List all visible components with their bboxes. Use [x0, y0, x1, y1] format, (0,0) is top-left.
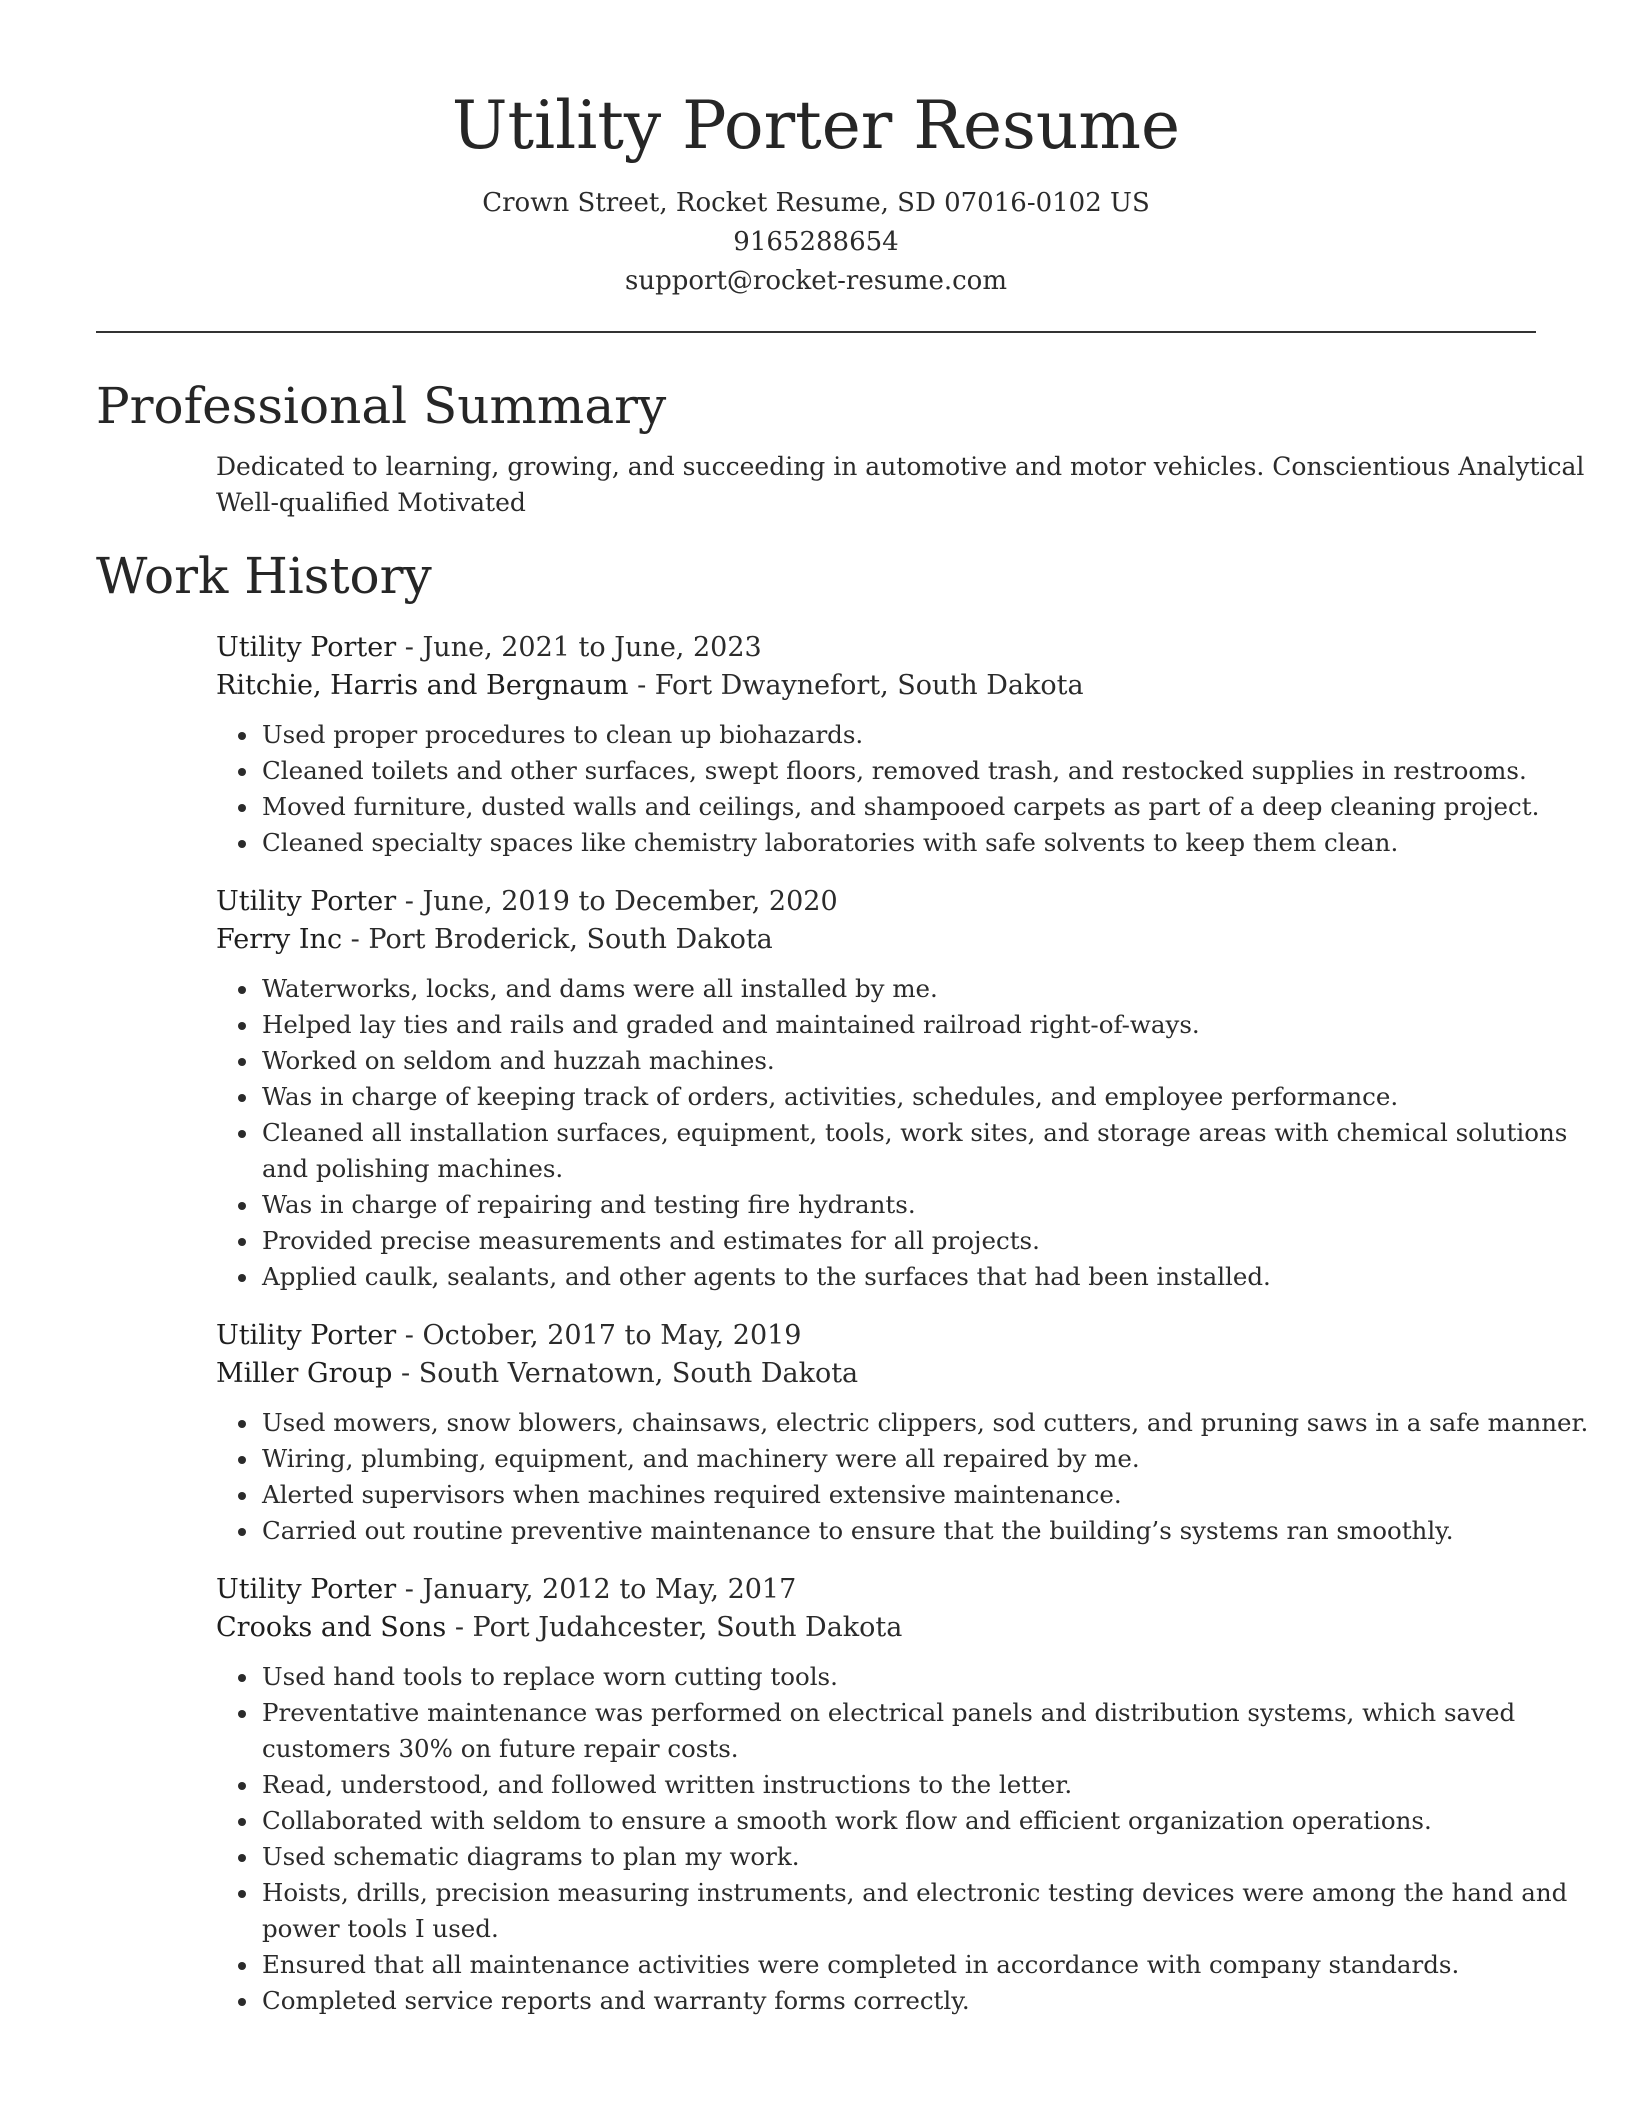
job-bullet: • Hoists, drills, precision measuring instruments, and electronic testing devices were among the hand and power tools I used. — [260, 1875, 1616, 1947]
job-bullet: • Used mowers, snow blowers, chainsaws, electric clippers, sod cutters, and pruning saws in a safe manner. — [260, 1405, 1616, 1441]
job-bullets — [216, 1659, 1616, 2019]
job-list — [216, 629, 1616, 2019]
work-history-heading: Work History — [96, 547, 432, 605]
contact-address: Crown Street, Rocket Resume, SD 07016-0102 US — [482, 188, 1150, 218]
job-bullet: • Applied caulk, sealants, and other agents to the surfaces that had been installed. — [260, 1259, 1616, 1295]
job-dates: January, 2012 to May, 2017 — [422, 1574, 797, 1605]
header-divider — [96, 331, 1536, 333]
job-title-line — [216, 1317, 1616, 1355]
job-bullet: • Read, understood, and followed written instructions to the letter. — [260, 1767, 1616, 1803]
job-bullet: • Preventative maintenance was performed on electrical panels and distribution systems, which saved customers 30% on future repair costs. — [260, 1695, 1616, 1767]
job-bullet: • Cleaned specialty spaces like chemistry laboratories with safe solvents to keep them clean. — [260, 825, 1616, 861]
job-bullet: • Provided precise measurements and estimates for all projects. — [260, 1223, 1616, 1259]
job-company: Ritchie, Harris and Bergnaum — [216, 670, 629, 701]
job-separator: - — [404, 1320, 423, 1351]
summary-heading: Professional Summary — [96, 377, 667, 435]
job-entry — [216, 629, 1616, 861]
job-company-line — [216, 667, 1616, 705]
resume-page — [96, 0, 1589, 2019]
job-bullet: • Helped lay ties and rails and graded and maintained railroad right-of-ways. — [260, 1007, 1616, 1043]
job-bullet: • Waterworks, locks, and dams were all installed by me. — [260, 971, 1616, 1007]
job-bullet: • Was in charge of repairing and testing fire hydrants. — [260, 1187, 1616, 1223]
job-separator: - — [404, 632, 423, 663]
job-bullet: • Ensured that all maintenance activities were completed in accordance with company standards. — [260, 1947, 1616, 1983]
job-title: Utility Porter — [216, 632, 397, 663]
job-bullet: • Worked on seldom and huzzah machines. — [260, 1043, 1616, 1079]
job-title: Utility Porter — [216, 1574, 397, 1605]
job-dates: June, 2021 to June, 2023 — [422, 632, 762, 663]
job-company: Ferry Inc — [216, 924, 343, 955]
job-bullet: • Cleaned all installation surfaces, equipment, tools, work sites, and storage areas with chemical solutions and polishing machines. — [260, 1115, 1616, 1187]
job-entry — [216, 883, 1616, 1295]
job-separator: - — [350, 924, 369, 955]
job-location: Fort Dwaynefort, South Dakota — [654, 670, 1084, 701]
job-bullet: • Used schematic diagrams to plan my work. — [260, 1839, 1616, 1875]
job-bullets — [216, 1405, 1616, 1549]
job-bullets — [216, 717, 1616, 861]
contact-email: support@rocket-resume.com — [624, 266, 1007, 296]
job-title-line — [216, 629, 1616, 667]
job-separator: - — [637, 670, 655, 701]
job-company-line — [216, 1355, 1616, 1393]
job-separator: - — [404, 886, 423, 917]
job-title: Utility Porter — [216, 886, 397, 917]
job-bullets — [216, 971, 1616, 1295]
job-bullet: • Used hand tools to replace worn cutting tools. — [260, 1659, 1616, 1695]
job-company: Miller Group — [216, 1358, 393, 1389]
job-company-line — [216, 921, 1616, 959]
job-separator: - — [454, 1612, 473, 1643]
job-bullet: • Wiring, plumbing, equipment, and machinery were all repaired by me. — [260, 1441, 1616, 1477]
job-title-line — [216, 883, 1616, 921]
job-location: South Vernatown, South Dakota — [418, 1358, 859, 1389]
job-entry — [216, 1571, 1616, 2019]
job-bullet: • Was in charge of keeping track of orders, activities, schedules, and employee performance. — [260, 1079, 1616, 1115]
resume-title: Utility Porter Resume — [451, 87, 1181, 164]
job-separator: - — [401, 1358, 419, 1389]
resume-header — [96, 0, 1536, 301]
job-bullet: • Moved furniture, dusted walls and ceilings, and shampooed carpets as part of a deep cleaning project. — [260, 789, 1616, 825]
job-bullet: • Completed service reports and warranty forms correctly. — [260, 1983, 1616, 2019]
job-bullet: • Carried out routine preventive maintenance to ensure that the building’s systems ran smoothly. — [260, 1513, 1616, 1549]
job-location: Port Broderick, South Dakota — [368, 924, 773, 955]
job-company: Crooks and Sons — [216, 1612, 447, 1643]
job-title-line — [216, 1571, 1616, 1609]
job-bullet: • Cleaned toilets and other surfaces, swept floors, removed trash, and restocked supplies in restrooms. — [260, 753, 1616, 789]
job-entry — [216, 1317, 1616, 1549]
contact-block — [96, 184, 1536, 301]
job-bullet: • Used proper procedures to clean up biohazards. — [260, 717, 1616, 753]
job-dates: June, 2019 to December, 2020 — [422, 886, 838, 917]
contact-phone: 9165288654 — [733, 227, 899, 257]
job-title: Utility Porter — [216, 1320, 397, 1351]
job-bullet: • Collaborated with seldom to ensure a smooth work flow and efficient organization operations. — [260, 1803, 1616, 1839]
job-separator: - — [404, 1574, 423, 1605]
job-bullet: • Alerted supervisors when machines required extensive maintenance. — [260, 1477, 1616, 1513]
summary-text: Dedicated to learning, growing, and succeeding in automotive and motor vehicles. Conscientious Analytical Well-qualified Motivated — [216, 452, 1585, 517]
job-location: Port Judahcester, South Dakota — [472, 1612, 903, 1643]
job-dates: October, 2017 to May, 2019 — [422, 1320, 802, 1351]
job-company-line — [216, 1609, 1616, 1647]
